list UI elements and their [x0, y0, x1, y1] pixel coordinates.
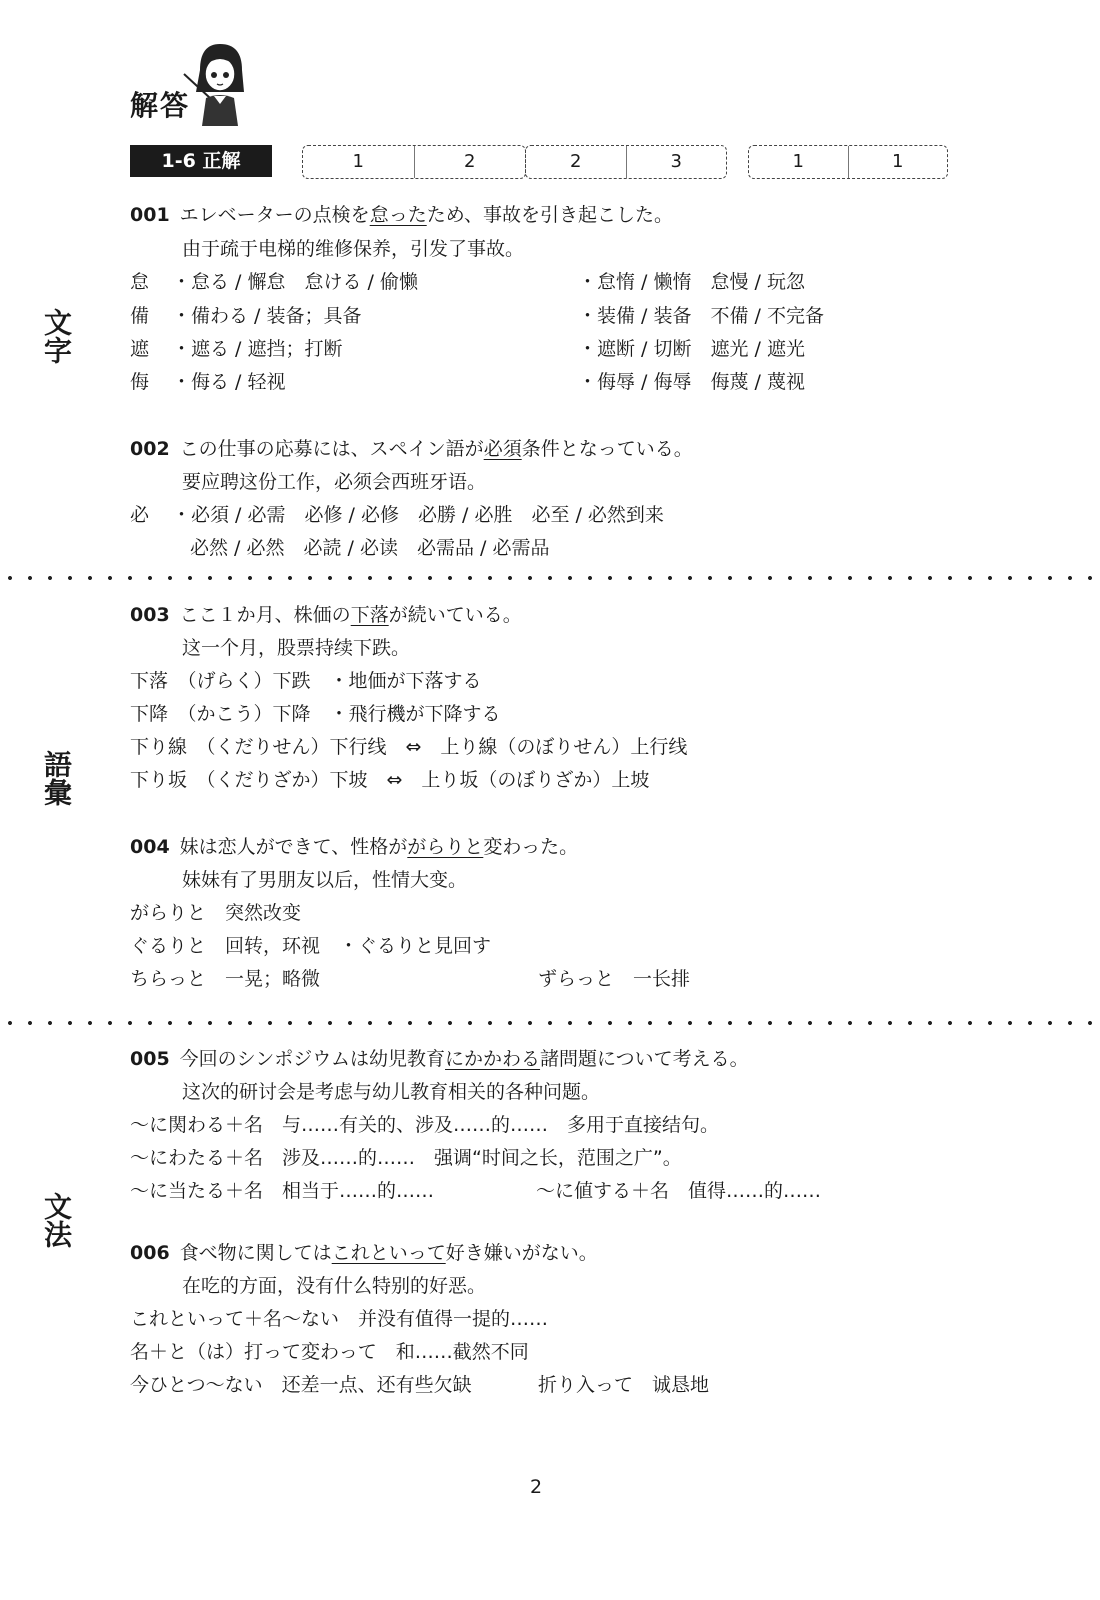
vocab-line: ずらっと 一长排 — [538, 968, 691, 990]
translation: 在吃的方面，没有什么特别的好恶。 — [182, 1275, 487, 1297]
target-word: 下落 — [350, 604, 389, 626]
answer-label: 1-6 正解 — [130, 145, 272, 177]
sentence-text: 幼児教育 — [369, 1048, 446, 1070]
sentence-text: 食べ物に関しては — [179, 1242, 332, 1264]
sentence-text: この仕事の応募には、スペイン語が — [179, 438, 484, 460]
translation: 这次的研讨会是考虑与幼儿教育相关的各种问题。 — [182, 1081, 601, 1103]
answer-cell: 2 — [570, 151, 582, 172]
target-word: がらりと — [407, 836, 484, 858]
grammar-line: 今ひとつ～ない 还差一点、还有些欠缺 — [130, 1374, 472, 1396]
side-label-text: 文法 — [40, 1192, 73, 1248]
vocab-entry: ・遮断 / 切断 遮光 / 遮光 — [578, 338, 805, 360]
translation: 这一个月，股票持续下跌。 — [182, 637, 411, 659]
side-label-bunpo — [38, 1192, 74, 1256]
answer-group-2 — [525, 145, 727, 179]
sentence-text: ここ１か月、株価の — [179, 604, 351, 626]
sentence-text: が続いている。 — [388, 604, 522, 626]
question-003 — [130, 602, 522, 628]
kanji-label: 備 — [130, 305, 150, 327]
grammar-line: ～に値する＋名 值得……的…… — [536, 1180, 822, 1202]
answer-cell: 1 — [792, 151, 804, 172]
question-005 — [130, 1046, 749, 1072]
question-number: 003 — [130, 604, 170, 626]
section-divider — [0, 1020, 1100, 1026]
translation: 由于疏于电梯的维修保养，引发了事故。 — [182, 238, 525, 260]
answer-cell: 2 — [414, 146, 526, 178]
question-number: 002 — [130, 438, 170, 460]
question-004 — [130, 834, 578, 860]
vocab-entry: ・装備 / 装备 不備 / 不完备 — [578, 305, 824, 327]
vocab-line: 下り線 （くだりせん）下行线 ⇔ 上り線（のぼりせん）上行线 — [130, 736, 688, 758]
kanji-label: 侮 — [130, 371, 150, 393]
sentence-text: 今回のシンポジウムは — [179, 1048, 370, 1070]
teacher-mascot-illustration — [180, 40, 258, 126]
vocab-entry: ・怠る / 懈怠 怠ける / 偷懒 — [172, 271, 418, 293]
question-001 — [130, 202, 673, 228]
vocab-entry: ・侮辱 / 侮辱 侮蔑 / 蔑视 — [578, 371, 805, 393]
question-number: 004 — [130, 836, 170, 858]
answer-cell: 1 — [352, 151, 364, 172]
vocab-line: ちらっと 一晃；略微 — [130, 968, 321, 990]
question-number: 006 — [130, 1242, 170, 1264]
side-label-moji — [38, 308, 74, 372]
side-label-goi — [38, 750, 74, 814]
grammar-line: 名＋と（は）打って変わって 和……截然不同 — [130, 1341, 529, 1363]
vocab-line: がらりと 突然改变 — [130, 902, 302, 924]
target-word: 怠った — [369, 204, 427, 226]
page-title: 解答 — [130, 89, 191, 122]
vocab-entry: ・必須 / 必需 必修 / 必修 必勝 / 必胜 必至 / 必然到来 — [172, 504, 664, 526]
sentence-text: 好き嫌いがない。 — [445, 1242, 598, 1264]
sentence-text: エレベーターの点検を — [179, 204, 370, 226]
grammar-line: 折り入って 诚恳地 — [538, 1374, 710, 1396]
question-006 — [130, 1240, 598, 1266]
grammar-line: これといって＋名～ない 并没有值得一提的…… — [130, 1308, 549, 1330]
vocab-entry: ・備わる / 装备；具备 — [172, 305, 362, 327]
answer-cell: 1 — [848, 146, 948, 178]
target-word: にかかわる — [445, 1048, 541, 1070]
answer-group-1 — [302, 145, 526, 179]
kanji-label: 遮 — [130, 338, 150, 360]
sentence-text: 妹は恋人ができて、性格が — [179, 836, 408, 858]
vocab-entry: ・侮る / 轻视 — [172, 371, 286, 393]
side-label-text: 語彙 — [40, 750, 73, 806]
translation: 妹妹有了男朋友以后，性情大变。 — [182, 869, 468, 891]
side-label-text: 文字 — [40, 308, 73, 364]
sentence-text: 変わった。 — [483, 836, 579, 858]
question-number: 005 — [130, 1048, 170, 1070]
target-word: 必須 — [483, 438, 522, 460]
section-divider — [0, 575, 1100, 581]
sentence-text: 諸問題について考える。 — [540, 1048, 749, 1070]
vocab-entry: ・怠惰 / 懒惰 怠慢 / 玩忽 — [578, 271, 805, 293]
kanji-label: 怠 — [130, 271, 150, 293]
question-002 — [130, 436, 693, 462]
sentence-text: 条件となっている。 — [521, 438, 693, 460]
vocab-line: ぐるりと 回转，环视 ・ぐるりと見回す — [130, 935, 492, 957]
vocab-line: 下り坂 （くだりざか）下坡 ⇔ 上り坂（のぼりざか）上坡 — [130, 769, 650, 791]
page-number: 2 — [530, 1476, 543, 1498]
vocab-entry: 必然 / 必然 必読 / 必读 必需品 / 必需品 — [190, 537, 550, 559]
kanji-label: 必 — [130, 504, 150, 526]
grammar-line: ～に当たる＋名 相当于……的…… — [130, 1180, 435, 1202]
vocab-line: 下降 （かこう）下降 ・飛行機が下降する — [130, 703, 501, 725]
vocab-line: 下落 （げらく）下跌 ・地価が下落する — [130, 670, 482, 692]
answer-group-3 — [748, 145, 948, 179]
vocab-entry: ・遮る / 遮挡；打断 — [172, 338, 343, 360]
grammar-line: ～に関わる＋名 与……有关的、涉及……的…… 多用于直接结句。 — [130, 1114, 720, 1136]
sentence-text: ため、事故を引き起こした。 — [426, 204, 673, 226]
question-number: 001 — [130, 204, 170, 226]
answer-cell: 3 — [626, 146, 727, 178]
grammar-line: ～にわたる＋名 涉及……的…… 强调“时间之长，范围之广”。 — [130, 1147, 682, 1169]
translation: 要应聘这份工作，必须会西班牙语。 — [182, 471, 487, 493]
target-word: これといって — [331, 1242, 446, 1264]
